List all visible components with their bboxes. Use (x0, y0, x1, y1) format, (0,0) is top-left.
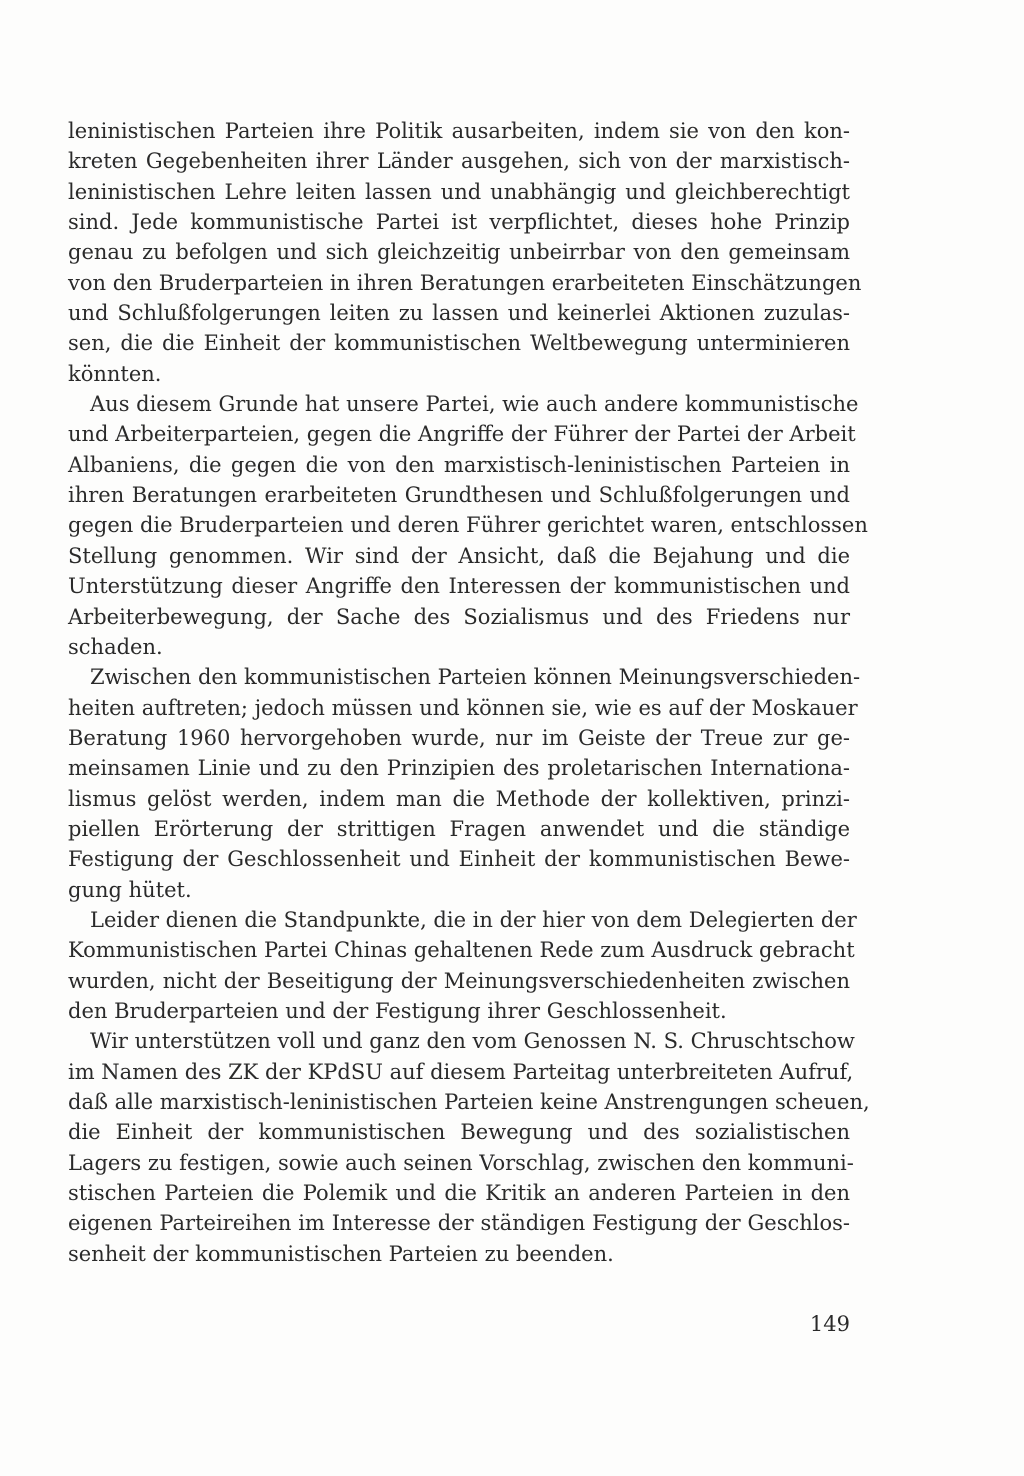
text-line: gung hütet. (68, 877, 192, 902)
text-line: Beratung 1960 hervorgehoben wurde, nur im Geiste der Treue zur ge- (68, 725, 850, 750)
text-line: Wir unterstützen voll und ganz den vom Genossen N. S. Chruschtschow (90, 1029, 855, 1054)
text-line: senheit der kommunistischen Parteien zu beenden. (68, 1241, 614, 1266)
text-line: Kommunistischen Partei Chinas gehaltenen Rede zum Ausdruck gebracht (68, 938, 855, 963)
text-line: leninistischen Lehre leiten lassen und unabhängig und gleichberechtigt (68, 179, 850, 204)
paragraph (68, 389, 868, 662)
page-number: 149 (809, 1312, 850, 1336)
text-line: stischen Parteien die Polemik und die Kritik an anderen Parteien in den (68, 1181, 850, 1206)
text-line: meinsamen Linie und zu den Prinzipien des proletarischen Internationa- (68, 756, 850, 781)
text-line: sen, die die Einheit der kommunistischen Weltbewegung unterminieren (68, 331, 850, 356)
paragraph (68, 116, 862, 389)
text-line: Festigung der Geschlossenheit und Einheit der kommunistischen Bewe- (68, 847, 850, 872)
text-line: Leider dienen die Standpunkte, die in der hier von dem Delegierten der (90, 907, 857, 932)
text-line: Albaniens, die gegen die von den marxistisch-leninistischen Parteien in (68, 452, 850, 477)
text-line: eigenen Parteireihen im Interesse der ständigen Festigung der Geschlos- (68, 1211, 850, 1236)
text-line: Stellung genommen. Wir sind der Ansicht, daß die Bejahung und die (68, 543, 850, 568)
body-text (68, 116, 870, 1269)
text-line: Unterstützung dieser Angriffe den Interessen der kommunistischen und (68, 574, 850, 599)
text-line: gegen die Bruderparteien und deren Führer gerichtet waren, entschlossen (68, 513, 868, 538)
text-line: ihren Beratungen erarbeiteten Grundthesen und Schlußfolgerungen und (68, 483, 850, 508)
text-line: und Arbeiterparteien, gegen die Angriffe der Führer der Partei der Arbeit (68, 422, 856, 447)
paragraph (68, 905, 857, 1026)
text-line: Aus diesem Grunde hat unsere Partei, wie auch andere kommunistische (90, 392, 859, 417)
text-line: schaden. (68, 634, 163, 659)
text-line: heiten auftreten; jedoch müssen und können sie, wie es auf der Moskauer (68, 695, 858, 720)
text-line: Lagers zu festigen, sowie auch seinen Vorschlag, zwischen den kommuni- (68, 1150, 854, 1175)
text-line: kreten Gegebenheiten ihrer Länder ausgehen, sich von der marxistisch- (68, 149, 850, 174)
text-line: wurden, nicht der Beseitigung der Meinungsverschiedenheiten zwischen (68, 968, 850, 993)
text-line: den Bruderparteien und der Festigung ihrer Geschlossenheit. (68, 998, 727, 1023)
paragraph (68, 1026, 870, 1269)
text-line: leninistischen Parteien ihre Politik ausarbeiten, indem sie von den kon- (68, 119, 850, 143)
text-line: Arbeiterbewegung, der Sache des Sozialismus und des Friedens nur (68, 604, 850, 629)
text-line: daß alle marxistisch-leninistischen Parteien keine Anstrengungen scheuen, (68, 1090, 870, 1114)
text-line: könnten. (68, 361, 162, 386)
text-line: sind. Jede kommunistische Partei ist verpflichtet, dieses hohe Prinzip (68, 210, 850, 235)
text-line: im Namen des ZK der KPdSU auf diesem Parteitag unterbreiteten Aufruf, (68, 1059, 854, 1084)
text-line: von den Bruderparteien in ihren Beratungen erarbeiteten Einschätzungen (68, 270, 862, 295)
text-line: die Einheit der kommunistischen Bewegung und des sozialistischen (68, 1120, 850, 1145)
text-line: Zwischen den kommunistischen Parteien können Meinungsverschieden- (90, 665, 861, 690)
paragraph (68, 662, 861, 905)
text-line: piellen Erörterung der strittigen Fragen anwendet und die ständige (68, 816, 850, 841)
text-line: genau zu befolgen und sich gleichzeitig unbeirrbar von den gemeinsam (68, 240, 850, 265)
text-line: lismus gelöst werden, indem man die Methode der kollektiven, prinzi- (68, 786, 850, 811)
text-line: und Schlußfolgerungen leiten zu lassen und keinerlei Aktionen zuzulas- (68, 301, 850, 326)
